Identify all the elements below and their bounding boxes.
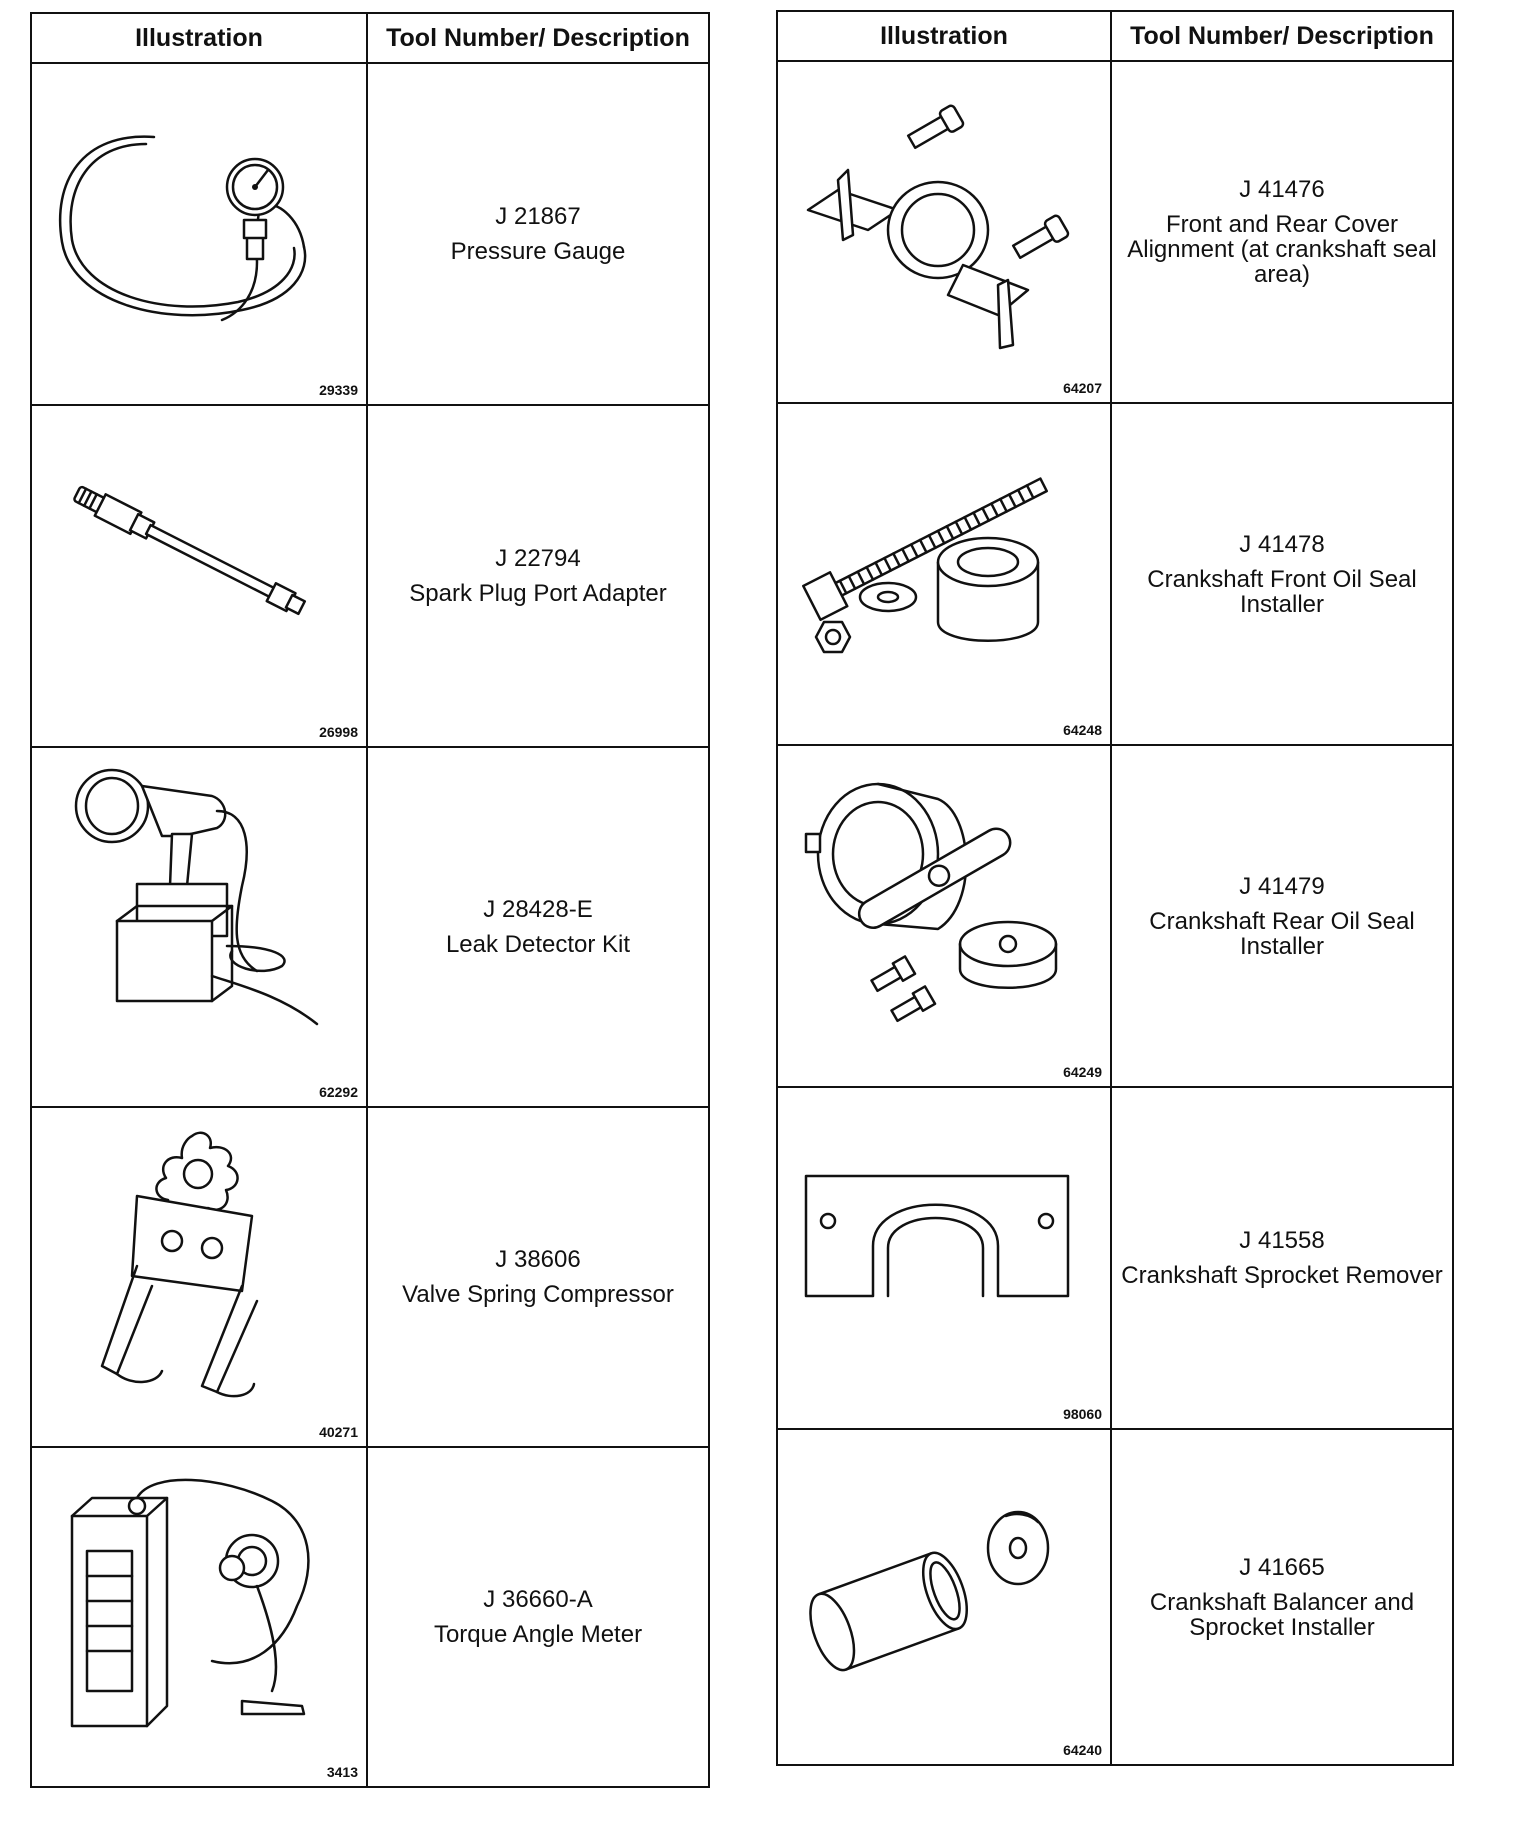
tool-description: Crankshaft Front Oil Seal Installer	[1147, 565, 1417, 618]
tool-number: J 41476	[1239, 176, 1325, 203]
tool-number: J 41665	[1239, 1553, 1325, 1581]
illustration-cell	[31, 747, 367, 1107]
description-cell	[367, 405, 709, 747]
description-cell	[1111, 403, 1453, 745]
cover-alignment-tool-icon	[788, 70, 1088, 360]
tool-description: Pressure Gauge	[450, 238, 626, 265]
description-cell	[367, 1447, 709, 1787]
tool-description: Spark Plug Port Adapter	[409, 580, 667, 607]
tool-number: J 41558	[1239, 1227, 1325, 1254]
front-seal-installer-icon	[788, 412, 1088, 702]
balancer-installer-icon	[788, 1438, 1088, 1728]
illustration-cell	[777, 1087, 1111, 1429]
figure-number: 29339	[319, 382, 358, 398]
description-header: Tool Number/ Description	[1111, 11, 1453, 61]
figure-number: 64248	[1063, 722, 1102, 738]
figure-number: 98060	[1063, 1406, 1102, 1422]
tool-number: J 21867	[495, 203, 581, 230]
description-cell	[1111, 61, 1453, 403]
illustration-cell	[777, 61, 1111, 403]
description-cell	[367, 747, 709, 1107]
tool-description: Valve Spring Compressor	[402, 1281, 674, 1308]
tool-description: Torque Angle Meter	[433, 1621, 643, 1648]
table-row	[777, 61, 1453, 403]
tool-number: J 28428-E	[483, 896, 593, 923]
description-cell	[1111, 1429, 1453, 1765]
figure-number: 3413	[326, 1764, 358, 1780]
description-cell	[367, 1107, 709, 1447]
illustration-cell	[31, 1107, 367, 1447]
illustration-cell	[31, 63, 367, 405]
tool-description: Crankshaft Rear Oil Seal Installer	[1149, 907, 1415, 960]
table-row	[777, 745, 1453, 1087]
table-row	[31, 747, 709, 1107]
table-row	[777, 1429, 1453, 1765]
illustration-cell	[777, 1429, 1111, 1765]
tool-number: J 41479	[1239, 872, 1325, 900]
illustration-cell	[777, 403, 1111, 745]
figure-number: 64240	[1063, 1742, 1102, 1758]
rear-seal-installer-icon	[788, 754, 1088, 1044]
valve-spring-compressor-icon	[42, 1116, 342, 1406]
left-header-row	[31, 13, 709, 63]
description-cell	[1111, 745, 1453, 1087]
left-tools-table	[30, 12, 710, 1788]
table-row	[31, 1107, 709, 1447]
table-row	[31, 1447, 709, 1787]
right-tools-table	[776, 10, 1454, 1766]
illustration-cell	[31, 1447, 367, 1787]
illustration-header: Illustration	[777, 11, 1111, 61]
pressure-gauge-icon	[42, 72, 342, 362]
table-row	[31, 63, 709, 405]
table-row	[31, 405, 709, 747]
description-header: Tool Number/ Description	[367, 13, 709, 63]
table-row	[777, 403, 1453, 745]
figure-number: 62292	[319, 1084, 358, 1100]
tool-description: Front and Rear Cover Alignment (at crankshaft seal area)	[1127, 211, 1437, 288]
tool-number: J 36660-A	[483, 1586, 593, 1613]
tool-description: Leak Detector Kit	[445, 931, 631, 958]
table-row	[777, 1087, 1453, 1429]
figure-number: 26998	[319, 724, 358, 740]
tool-number: J 38606	[495, 1246, 581, 1273]
tool-description: Crankshaft Balancer and Sprocket Installer	[1149, 1588, 1415, 1641]
tool-number: J 41478	[1239, 530, 1325, 558]
illustration-cell	[31, 405, 367, 747]
torque-angle-meter-icon	[42, 1456, 342, 1746]
tool-number: J 22794	[495, 545, 581, 572]
illustration-cell	[777, 745, 1111, 1087]
figure-number: 40271	[319, 1424, 358, 1440]
description-cell	[1111, 1087, 1453, 1429]
right-header-row	[777, 11, 1453, 61]
figure-number: 64249	[1063, 1064, 1102, 1080]
leak-detector-icon	[42, 756, 342, 1066]
sprocket-remover-icon	[788, 1096, 1088, 1386]
illustration-header: Illustration	[31, 13, 367, 63]
description-cell	[367, 63, 709, 405]
figure-number: 64207	[1063, 380, 1102, 396]
tool-description: Crankshaft Sprocket Remover	[1121, 1262, 1443, 1289]
spark-plug-adapter-icon	[42, 414, 342, 704]
